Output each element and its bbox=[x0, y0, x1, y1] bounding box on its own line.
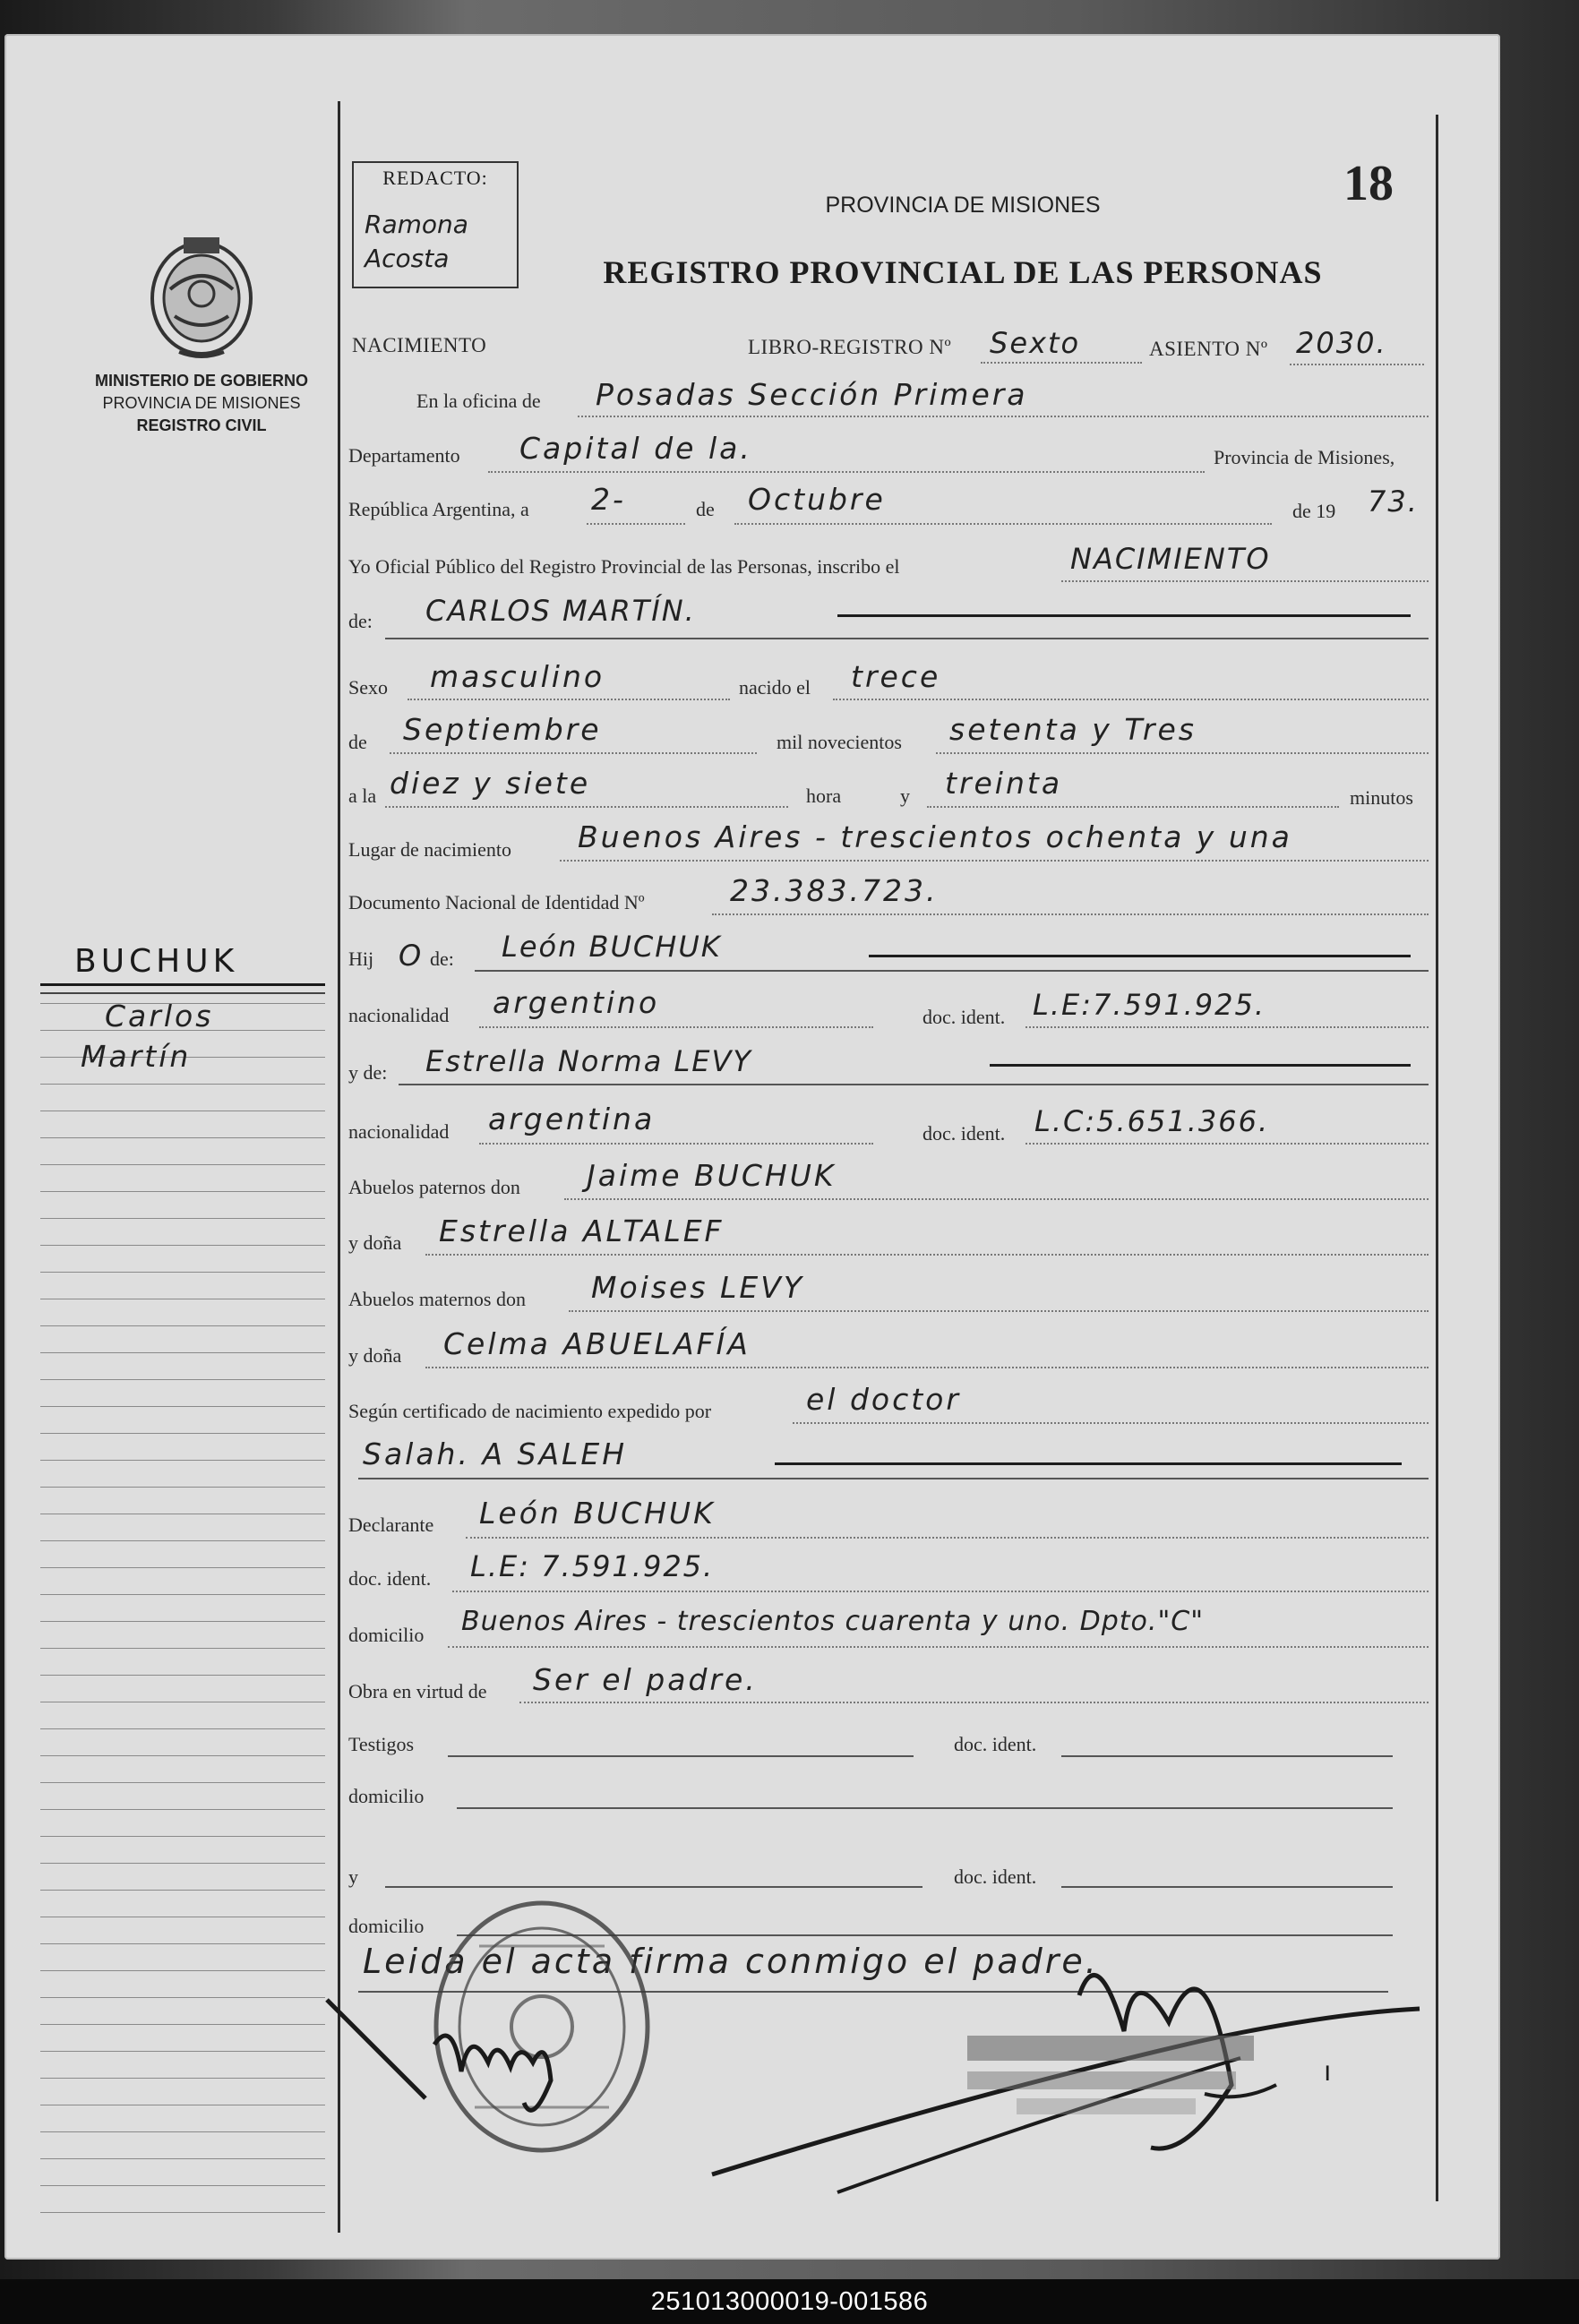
hora-dots bbox=[385, 806, 788, 808]
y2-label: y bbox=[348, 1865, 358, 1888]
ala-label: a la bbox=[348, 785, 377, 807]
dni-dots bbox=[712, 913, 1429, 915]
asiento-label: ASIENTO Nº bbox=[1149, 338, 1268, 360]
dia-dots bbox=[587, 523, 685, 525]
libro-label: LIBRO-REGISTRO Nº bbox=[748, 336, 952, 358]
lugar-dots bbox=[560, 860, 1429, 862]
scan-identifier: 251013000019-001586 bbox=[650, 2287, 929, 2316]
nacido-dots bbox=[833, 699, 1429, 700]
anio-nac-value: setenta y Tres bbox=[949, 712, 1197, 747]
minutos-dots bbox=[927, 806, 1339, 808]
obra-dots bbox=[519, 1702, 1429, 1703]
official-name-stamp bbox=[963, 2031, 1258, 2130]
ministry-line1: MINISTERIO DE GOBIERNO bbox=[94, 372, 309, 390]
de3-label: de bbox=[348, 731, 367, 753]
sexo-dots bbox=[408, 699, 730, 700]
oficina-label: En la oficina de bbox=[416, 390, 541, 412]
margin-ruled-lines bbox=[40, 977, 325, 2231]
madre-value: Estrella Norma LEVY bbox=[425, 1044, 752, 1078]
asiento-dots bbox=[1290, 364, 1424, 365]
dom3-label: domicilio bbox=[348, 1915, 425, 1937]
mes-nac-dots bbox=[390, 752, 757, 754]
abp-value: Jaime BUCHUK bbox=[587, 1158, 837, 1193]
y2-line bbox=[385, 1886, 923, 1888]
mes-nac-value: Septiembre bbox=[403, 712, 602, 747]
ydona1-label: y doña bbox=[348, 1231, 402, 1254]
departamento-dots bbox=[488, 471, 1205, 473]
abm2-dots bbox=[425, 1367, 1429, 1368]
certif-underline bbox=[358, 1478, 1429, 1479]
hora-label: hora bbox=[806, 785, 842, 807]
docid-value: L.E: 7.591.925. bbox=[470, 1549, 715, 1583]
domicilio-label: domicilio bbox=[348, 1624, 425, 1646]
margin-surname: BUCHUK bbox=[74, 943, 239, 980]
mil-label: mil novecientos bbox=[777, 731, 902, 753]
domicilio-value: Buenos Aires - trescientos cuarenta y uno. Dpto."C" bbox=[461, 1606, 1204, 1637]
declarante-dots bbox=[466, 1537, 1429, 1539]
nacido-value: trece bbox=[851, 659, 941, 694]
nac2-value: argentina bbox=[488, 1102, 656, 1136]
nac2-label: nacionalidad bbox=[348, 1120, 450, 1143]
dom2-line bbox=[457, 1807, 1393, 1809]
hora-value: diez y siete bbox=[390, 766, 591, 801]
republica-label: República Argentina, a bbox=[348, 498, 529, 520]
anio-nac-dots bbox=[936, 752, 1429, 754]
oficina-dots bbox=[578, 416, 1429, 417]
page-number: 18 bbox=[1343, 156, 1394, 211]
hijo-label: Hij bbox=[348, 948, 374, 970]
nac1-value: argentino bbox=[493, 985, 660, 1020]
doc4-label: doc. ident. bbox=[954, 1865, 1037, 1888]
redacto-name-line1: Ramona bbox=[365, 210, 468, 239]
y-label: y bbox=[900, 785, 910, 807]
domicilio-dots bbox=[448, 1646, 1429, 1648]
obra-value: Ser el padre. bbox=[533, 1662, 758, 1697]
yo-label: Yo Oficial Público del Registro Provincial de las Personas, inscribo el bbox=[348, 555, 900, 578]
doc3-line bbox=[1061, 1755, 1393, 1757]
de2-label: de: bbox=[348, 610, 373, 632]
doc2-label: doc. ident. bbox=[923, 1122, 1006, 1145]
abp-dots bbox=[564, 1198, 1429, 1200]
provincia-label: Provincia de Misiones, bbox=[1214, 446, 1395, 468]
nacido-label: nacido el bbox=[739, 676, 811, 699]
certif-dots bbox=[793, 1422, 1429, 1424]
yo-dots bbox=[1061, 580, 1429, 582]
doc1-dots bbox=[1025, 1026, 1429, 1028]
hijo-o: O bbox=[399, 939, 424, 973]
minutos-value: treinta bbox=[945, 766, 1063, 801]
nombre-value: CARLOS MARTÍN. bbox=[425, 594, 696, 628]
departamento-label: Departamento bbox=[348, 444, 460, 467]
dom2-label: domicilio bbox=[348, 1785, 425, 1807]
doc2-dots bbox=[1025, 1143, 1429, 1145]
obra-label: Obra en virtud de bbox=[348, 1680, 487, 1702]
anio-label: de 19 bbox=[1292, 500, 1336, 522]
nac2-dots bbox=[479, 1143, 873, 1145]
closing-text: Leida el acta firma conmigo el padre. bbox=[363, 1942, 1099, 1981]
testigos-line bbox=[448, 1755, 914, 1757]
sexo-value: masculino bbox=[430, 659, 605, 694]
yo-value: NACIMIENTO bbox=[1070, 542, 1271, 576]
docid-label: doc. ident. bbox=[348, 1567, 432, 1590]
doc1-label: doc. ident. bbox=[923, 1006, 1006, 1028]
abp2-dots bbox=[425, 1254, 1429, 1256]
redacto-label: REDACTO: bbox=[382, 167, 488, 189]
right-rule bbox=[1436, 115, 1438, 2201]
abm-dots bbox=[569, 1310, 1429, 1312]
margin-given-name1: Carlos bbox=[105, 999, 214, 1033]
madre-underline bbox=[399, 1084, 1429, 1085]
declarante-value: León BUCHUK bbox=[479, 1496, 716, 1531]
nac1-dots bbox=[479, 1026, 873, 1028]
madre-line bbox=[990, 1064, 1411, 1067]
ministry-line2: PROVINCIA DE MISIONES bbox=[102, 394, 301, 412]
abm-value: Moises LEVY bbox=[591, 1270, 804, 1305]
padre-underline bbox=[475, 970, 1429, 972]
declarant-signature bbox=[318, 1946, 694, 2143]
small-mark: ı bbox=[1324, 2056, 1332, 2088]
mes-value: Octubre bbox=[748, 482, 886, 517]
libro-dots bbox=[981, 362, 1142, 364]
header-titles bbox=[578, 34, 1348, 330]
nac1-label: nacionalidad bbox=[348, 1004, 450, 1026]
ministry-line3: REGISTRO CIVIL bbox=[136, 416, 267, 434]
yde-label: y de: bbox=[348, 1061, 388, 1084]
ydona2-label: y doña bbox=[348, 1344, 402, 1367]
nombre-line bbox=[837, 614, 1411, 617]
redacto-box bbox=[352, 161, 519, 288]
ministry-block bbox=[58, 370, 345, 437]
de-label: de bbox=[696, 498, 715, 520]
sexo-label: Sexo bbox=[348, 676, 388, 699]
minutos-label: minutos bbox=[1350, 786, 1413, 809]
declarante-label: Declarante bbox=[348, 1514, 434, 1536]
doc2-value: L.C:5.651.366. bbox=[1034, 1104, 1270, 1138]
departamento-value: Capital de la. bbox=[519, 431, 752, 466]
coat-of-arms-seal bbox=[143, 227, 260, 361]
asiento-value: 2030. bbox=[1296, 326, 1387, 360]
redacto-name-line2: Acosta bbox=[365, 244, 450, 273]
docid-dots bbox=[452, 1591, 1429, 1592]
abp-label: Abuelos paternos don bbox=[348, 1176, 520, 1198]
doc3-label: doc. ident. bbox=[954, 1733, 1037, 1755]
abp2-value: Estrella ALTALEF bbox=[439, 1213, 725, 1248]
anio-value: 73. bbox=[1368, 485, 1419, 519]
margin-given-name2: Martín bbox=[81, 1039, 192, 1074]
padre-value: León BUCHUK bbox=[502, 930, 722, 964]
libro-value: Sexto bbox=[990, 326, 1081, 360]
certif-value2: Salah. A SALEH bbox=[363, 1436, 628, 1471]
abm2-value: Celma ABUELAFÍA bbox=[443, 1326, 751, 1361]
nombre-underline bbox=[385, 638, 1429, 639]
hijo-de-label: de: bbox=[430, 948, 454, 970]
lugar-value: Buenos Aires - trescientos ochenta y una bbox=[578, 819, 1292, 854]
register-page bbox=[4, 34, 1500, 2260]
doc1-value: L.E:7.591.925. bbox=[1033, 988, 1266, 1022]
doc4-line bbox=[1061, 1886, 1393, 1888]
mes-dots bbox=[734, 523, 1272, 525]
provincia-title: PROVINCIA DE MISIONES bbox=[825, 193, 1101, 218]
certif-line bbox=[775, 1462, 1402, 1465]
certif-value: el doctor bbox=[806, 1382, 961, 1417]
nacimiento-label: NACIMIENTO bbox=[352, 334, 487, 356]
testigos-label: Testigos bbox=[348, 1733, 415, 1755]
certif-label: Según certificado de nacimiento expedido por bbox=[348, 1400, 712, 1422]
dni-value: 23.383.723. bbox=[730, 873, 939, 908]
lugar-label: Lugar de nacimiento bbox=[348, 838, 512, 861]
dia-value: 2- bbox=[591, 482, 626, 517]
oficina-value: Posadas Sección Primera bbox=[596, 377, 1028, 412]
registro-title: REGISTRO PROVINCIAL DE LAS PERSONAS bbox=[603, 254, 1323, 290]
abm-label: Abuelos maternos don bbox=[348, 1288, 526, 1310]
dni-label: Documento Nacional de Identidad Nº bbox=[348, 891, 645, 913]
padre-line bbox=[869, 955, 1411, 957]
